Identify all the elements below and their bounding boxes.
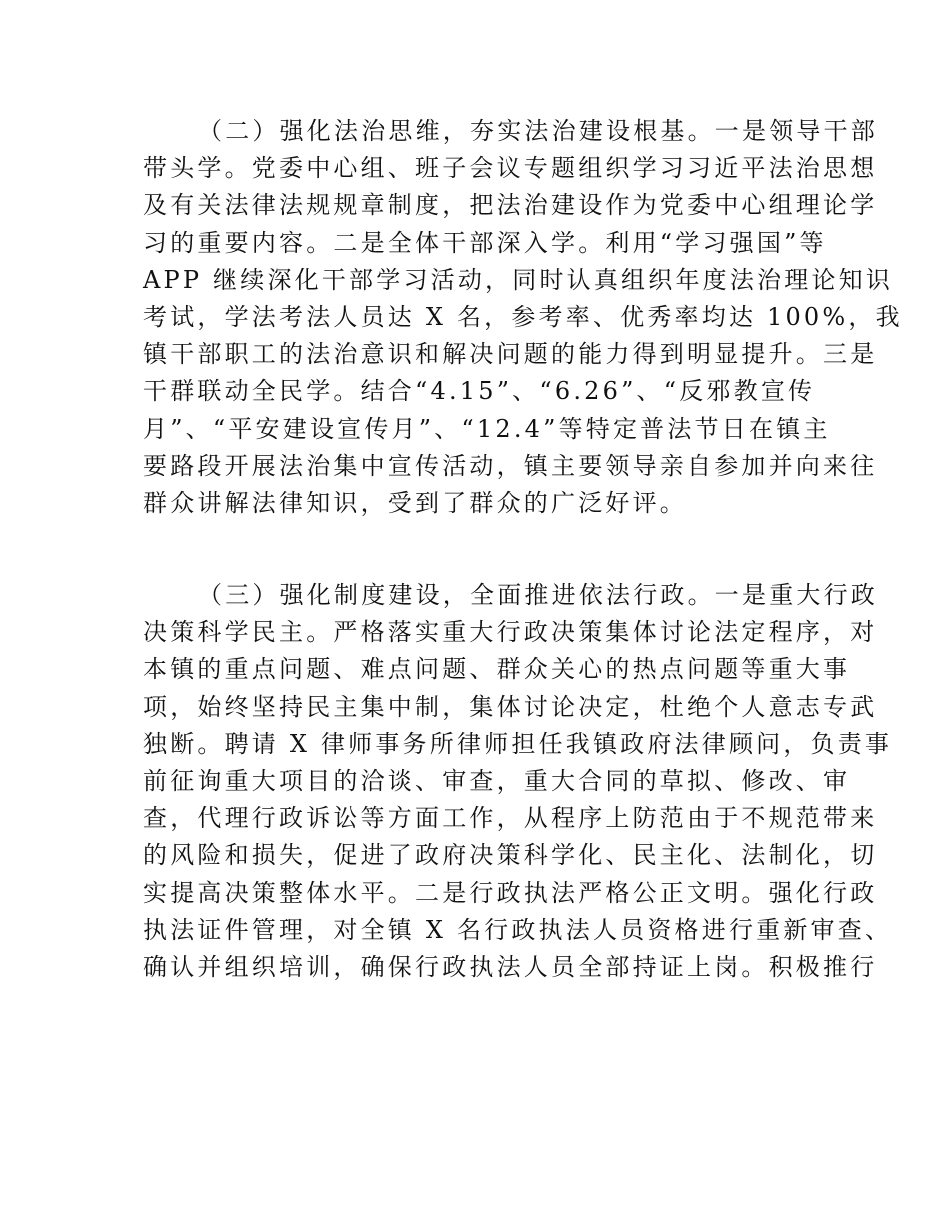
paragraph-line: 决策科学民主。严格落实重大行政决策集体讨论法定程序，对 [143, 618, 878, 647]
paragraph-line: 查，代理行政诉讼等方面工作，从程序上防范由于不规范带来 [143, 804, 878, 833]
paragraph-line: （二）强化法治思维，夯实法治建设根基。一是领导干部 [198, 117, 878, 145]
paragraph-line: APP 继续深化干部学习活动，同时认真组织年度法治理论知识 [143, 265, 894, 294]
paragraph-line: 执法证件管理，对全镇 X 名行政执法人员资格进行重新审查、 [143, 915, 893, 944]
paragraph-line: 前征询重大项目的洽谈、审查，重大合同的草拟、修改、审 [143, 766, 851, 795]
paragraph-line: 群众讲解法律知识，受到了群众的广泛好评。 [143, 488, 687, 517]
paragraph-line: 项，始终坚持民主集中制，集体讨论决定，杜绝个人意志专武 [143, 692, 878, 721]
paragraph-line: 月”、“平安建设宣传月”、“12.4”等特定普法节日在镇主 [143, 414, 831, 443]
paragraph-line: （三）强化制度建设，全面推进依法行政。一是重大行政 [198, 581, 878, 609]
paragraph-legal-thinking [143, 113, 903, 522]
paragraph-line: 及有关法律法规规章制度，把法治建设作为党委中心组理论学 [143, 191, 878, 220]
paragraph-line: 要路段开展法治集中宣传活动，镇主要领导亲自参加并向来往 [143, 451, 878, 480]
paragraph-line: 的风险和损失，促进了政府决策科学化、民主化、法制化，切 [143, 841, 878, 870]
paragraph-line: 考试，学法考法人员达 X 名，参考率、优秀率均达 100%，我 [143, 302, 903, 331]
paragraph-line: 干群联动全民学。结合“4.15”、“6.26”、“反邪教宣传 [143, 377, 816, 406]
paragraph-line: 实提高决策整体水平。二是行政执法严格公正文明。强化行政 [143, 878, 878, 907]
paragraph-line: 本镇的重点问题、难点问题、群众关心的热点问题等重大事 [143, 655, 851, 684]
paragraph-line: 镇干部职工的法治意识和解决问题的能力得到明显提升。三是 [143, 340, 878, 369]
paragraph-line: 带头学。党委中心组、班子会议专题组织学习习近平法治思想 [143, 154, 878, 183]
paragraph-line: 确认并组织培训，确保行政执法人员全部持证上岗。积极推行 [143, 952, 878, 981]
paragraph-institutional-building [143, 577, 893, 986]
paragraph-line: 独断。聘请 X 律师事务所律师担任我镇政府法律顾问，负责事 [143, 729, 893, 758]
paragraph-line: 习的重要内容。二是全体干部深入学。利用“学习强国”等 [143, 228, 827, 257]
